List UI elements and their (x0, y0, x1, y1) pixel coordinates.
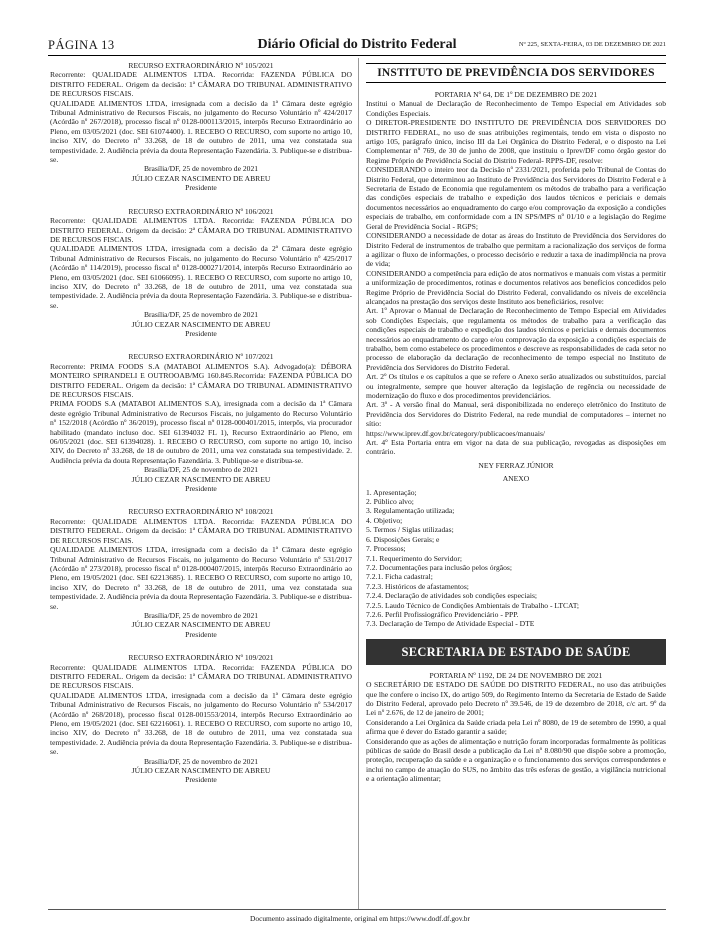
recurso-paragraph: Recorrente: QUALIDADE ALIMENTOS LTDA. Recorrida: FAZENDA PÚBLICA DO DISTRITO FEDERAL. Origem da decisão: 2ª CÂMARA DO TRIBUNAL ADMINISTRATIVO DE RECURSOS FISCAIS. (50, 216, 352, 244)
annex-item: 7.2.6. Perfil Profissiográfico Previdenciário - PPP. (366, 609, 519, 619)
portaria-paragraph: Institui o Manual de Declaração de Reconhecimento de Tempo Especial em Atividades sob Condições Especiais. (366, 99, 666, 118)
signer-role: Presidente (185, 328, 217, 338)
signer-role: Presidente (185, 183, 217, 193)
annex-item: 4. Objetivo; (366, 515, 403, 525)
signer-role: Presidente (185, 629, 217, 639)
portaria-title: PORTARIA Nº 1192, DE 24 DE NOVEMBRO DE 2021 (429, 670, 603, 680)
annex-item: 7.2.3. Históricos de afastamentos; (366, 581, 469, 591)
page-number: PÁGINA 13 (48, 38, 115, 52)
footer-rule (48, 909, 666, 910)
annex-item: 2. Público alvo; (366, 497, 414, 507)
signature-date: Brasília/DF, 25 de novembro de 2021 (143, 610, 259, 620)
manual-url: https://www.iprev.df.gov.br/category/publicacoes/manuais/ (366, 428, 546, 438)
recurso-paragraph: QUALIDADE ALIMENTOS LTDA, irresignada com a decisão da 1ª Câmara deste egrégio Tribunal Administrativo de Recursos Fiscais, no julgamento do Recurso Voluntário nº 424/2017 (Acórdão nº 267/2018), processo fiscal nº 0128-000113/2015, interpôs Recurso Extraordinário ao Pleno, em 03/05/2021 (doc. SEI 61074400). 1. RECEBO O RECURSO, com suporte no artigo 10, inciso XIV, do Decreto nº 33.268, de 18 de outubro de 2011, uma vez constatada sua tempestividade. 2. Audiência prévia da douta Representação Fazendária. 3. Publique-se e distribua-se. (50, 98, 352, 165)
signer-name: JÚLIO CEZAR NASCIMENTO DE ABREU (131, 620, 271, 630)
signer-name: JÚLIO CEZAR NASCIMENTO DE ABREU (131, 766, 271, 776)
journal-title: Diário Oficial do Distrito Federal (257, 37, 457, 52)
header-rule (48, 55, 666, 56)
signature-date: Brasília/DF, 25 de novembro de 2021 (143, 164, 259, 174)
footer-text: Documento assinado digitalmente, original em https://www.dodf.df.gov.br (250, 914, 470, 923)
left-column (50, 61, 352, 785)
annex-item: 7.2.4. Declaração de atividades sob condições especiais; (366, 591, 538, 601)
portaria-paragraph: Considerando a Lei Orgânica da Saúde criada pela Lei nº 8080, de 19 de setembro de 1990, a qual afirma que é dever do Estado garantir a saúde; (366, 717, 666, 737)
recurso-paragraph: Recorrente: QUALIDADE ALIMENTOS LTDA. Recorrida: FAZENDA PÚBLICA DO DISTRITO FEDERAL. Origem da decisão: 1ª CÂMARA DO TRIBUNAL ADMINISTRATIVO DE RECURSOS FISCAIS. (50, 70, 352, 99)
signer-name: JÚLIO CEZAR NASCIMENTO DE ABREU (131, 474, 271, 484)
portaria-paragraph: Considerando que as ações de alimentação e nutrição foram incorporadas formalmente às políticas públicas de saúde do Brasil desde a publicação da Lei nº 8.080/90 que dispõe sobre a promoção, proteção, recuperação da saúde e a organização e o funcionamento dos serviços correspondentes e inclui no campo de atuação do SUS, no âmbito das três esferas de gestão, a vigilância nutricional e a orientação alimentar; (366, 736, 666, 784)
annex-item: 7.1. Requerimento do Servidor; (366, 553, 462, 563)
portaria-paragraph: Art. 2º Os títulos e os capítulos a que se refere o Anexo serão atualizados ou substituídos, parcial ou integralmente, sempre que houver alteração da legislação de regência ou necessidade de modernização do fluxo e dos procedimentos previdenciários. (366, 372, 666, 400)
recurso-paragraph: QUALIDADE ALIMENTOS LTDA, irresignada com a decisão da 1ª Câmara deste egrégio Tribunal Administrativo de Recursos Fiscais, no julgamento do Recurso Voluntário nº 534/2017 (Acórdão nº 268/2018), processo fiscal 0128-001553/2014, interpôs Recurso Extraordinário ao Pleno, em 19/05/2021 (doc. SEI 62216061). 1. RECEBO O RECURSO, com suporte no artigo 10, inciso XIV, do Decreto nº 33.268, de 18 de outubro de 2011, uma vez constatada sua tempestividade. 2. Audiência prévia da douta Representação Fazendária. 3. Publique-se e distribua-se. (50, 690, 352, 757)
portaria-body (366, 680, 666, 783)
recurso-title: RECURSO EXTRAORDINÁRIO Nº 107/2021 (128, 352, 274, 362)
recurso-paragraph: Recorrente: PRIMA FOODS S.A (MATABOI ALIMENTOS S.A). Advogado(a): DÉBORA MONTEIRO SPIRANDELI E OUTROOAB/MG 160.845.Recorrida: FAZENDA PÚBLICA DO DISTRITO FEDERAL. Origem da decisão: 1ª CÂMARA DO TRIBUNAL ADMINISTRATIVO DE RECURSOS FISCAIS. (50, 361, 352, 399)
portaria-paragraph: CONSIDERANDO a competência para edição de atos normativos e manuais com vistas a permitir a uniformização de procedimentos, rotinas e documentos relativos aos benefícios concedidos pelo Regime Próprio de Previdência Social do Distrito Federal, convalidando os níveis de excelência alcançados na prestação dos serviços deste Instituto aos beneficiários, resolve: (366, 268, 666, 306)
annex-item: 7. Processos; (366, 544, 406, 554)
section-rule (366, 82, 666, 83)
signer-name: JÚLIO CEZAR NASCIMENTO DE ABREU (131, 173, 271, 183)
right-column (366, 61, 666, 784)
signature-date: Brasília/DF, 25 de novembro de 2021 (143, 756, 259, 766)
signer-name: NEY FERRAZ JÚNIOR (478, 460, 554, 470)
recurso-title: RECURSO EXTRAORDINÁRIO Nº 108/2021 (128, 507, 274, 517)
annex-item: 6. Disposições Gerais; e (366, 534, 440, 544)
recurso-paragraph: QUALIDADE ALIMENTOS LTDA, irresignada com a decisão da 1ª Câmara deste egrégio Tribunal Administrativo de Recursos Fiscais, no julgamento do Recurso Voluntário nº 531/2017 (Acórdão nº 273/2018), processo fiscal nº 0128-000407/2015, interpôs Recurso Extraordinário ao Pleno, em 19/05/2021 (doc. SEI 62213685). 1. RECEBO O RECURSO, com suporte no artigo 10, inciso XIV, do Decreto nº 33.268, de 18 de outubro de 2011, uma vez constatada sua tempestividade. 2. Audiência prévia da douta Representação Fazendária. 3. Publique-se e distribua-se. (50, 545, 352, 611)
article-4: Art. 4º Esta Portaria entra em vigor na data de sua publicação, revogadas as disposições em contrário. (366, 438, 666, 457)
signer-role: Presidente (185, 484, 217, 494)
portaria-title: PORTARIA Nº 64, DE 1º DE DEZEMBRO DE 2021 (434, 90, 598, 99)
signer-role: Presidente (185, 775, 217, 785)
section-title-iprev: INSTITUTO DE PREVIDÊNCIA DOS SERVIDORES (377, 67, 655, 79)
column-divider (358, 58, 359, 910)
portaria-paragraph: CONSIDERANDO o inteiro teor da Decisão nº 2331/2021, proferida pelo Tribunal de Contas do Distrito Federal, que determinou ao Instituto de Previdência dos Servidores do Distrito Federal e à Secretaria de Estado de Economia que regulamentem os métodos de trabalho para a verificação das condições especiais de trabalho e expedição dos laudos técnicos e periciais e demais documentos necessários ao enquadramento do cargo e/ou comprovação da exposição a condições especiais de trabalho, em conformidade com a IN SPS/MPS nº 01/10 e a legislação do Regime Geral de Previdência Social - RGPS; (366, 165, 666, 231)
annex-item: 5. Termos / Siglas utilizadas; (366, 525, 454, 535)
recurso-paragraph: Recorrente: QUALIDADE ALIMENTOS LTDA. Recorrida: FAZENDA PÚBLICA DO DISTRITO FEDERAL. Origem da decisão: 1ª CÂMARA DO TRIBUNAL ADMINISTRATIVO DE RECURSOS FISCAIS. (50, 516, 352, 545)
annex-item: 7.2.1. Ficha cadastral; (366, 572, 433, 582)
signer-name: JÚLIO CEZAR NASCIMENTO DE ABREU (131, 319, 271, 329)
article-3: Art. 3º - A versão final do Manual, será disponibilizada no endereço eletrônico do Instituto de Previdência dos Servidores do Distrito Federal, na rede mundial de computadores – internet no sítio: (366, 400, 666, 429)
recurso-title: RECURSO EXTRAORDINÁRIO Nº 109/2021 (128, 653, 274, 663)
annex-item: 7.2. Documentações para inclusão pelos órgãos; (366, 562, 512, 572)
recurso-title: RECURSO EXTRAORDINÁRIO Nº 105/2021 (128, 61, 274, 70)
annex-item: 3. Regulamentação utilizada; (366, 506, 455, 516)
annex-item: 7.3. Declaração de Tempo de Atividade Especial - DTE (366, 619, 535, 629)
portaria-paragraph: O SECRETÁRIO DE ESTADO DE SAÚDE DO DISTRITO FEDERAL, no uso das atribuições que lhe confere o inciso IX, do artigo 509, do Regimento Interno da Secretaria de Estado de Saúde do Distrito Federal, aprovado pelo Decreto nº 39.546, de 19 de dezembro de 2018, c/c art. 9º da Lei nº 2.676, de 12 de janeiro de 2001; (366, 680, 666, 718)
annex-list (366, 488, 666, 629)
recurso-paragraph: QUALIDADE ALIMENTOS LTDA, irresignada com a decisão da 2ª Câmara deste egrégio Tribunal Administrativo de Recursos Fiscais, no julgamento do Recurso Voluntário nº 425/2017 (Acórdão nº 114/2019), processo fiscal nº 0128-000271/2014, interpôs Recurso Extraordinário ao Pleno, em 03/05/2021 (doc. SEI 61066095). 1. RECEBO O RECURSO, com suporte no artigo 10, inciso XIV, do Decreto nº 33.268, de 18 de outubro de 2011, uma vez constatada sua tempestividade. 2. Audiência prévia da douta Representação Fazendária. 3. Publique-se e distribua-se. (50, 244, 352, 310)
portaria-paragraph: O DIRETOR-PRESIDENTE DO INSTITUTO DE PREVIDÊNCIA DOS SERVIDORES DO DISTRITO FEDERAL, no uso de suas atribuições regimentais, tendo em vista o disposto no artigo 105, parágrafo único, inciso III da Lei Orgânica do Distrito Federal, e o disposto na Lei Complementar nº 769, de 30 de junho de 2008, que instituiu o Iprev/DF como órgão gestor do Regime Próprio de Previdência Social do Distrito Federal- RPPS-DF, resolve: (366, 118, 666, 165)
recurso-title: RECURSO EXTRAORDINÁRIO Nº 106/2021 (128, 206, 274, 216)
page-header (48, 38, 666, 54)
recurso-paragraph: Recorrente: QUALIDADE ALIMENTOS LTDA. Recorrida: FAZENDA PÚBLICA DO DISTRITO FEDERAL. Origem da decisão: 1ª CÂMARA DO TRIBUNAL ADMINISTRATIVO DE RECURSOS FISCAIS. (50, 662, 352, 691)
portaria-paragraph: CONSIDERANDO a necessidade de dotar as áreas do Instituto de Previdência dos Servidores do Distrito Federal de instrumentos de trabalho que permitam a racionalização dos serviços de forma a agilizar o fluxo de informações, o processo decisório e reduzir a taxa de inadimplência na prova de vida; (366, 231, 666, 269)
signature-date: Brasília/DF, 25 de novembro de 2021 (143, 465, 259, 475)
annex-title: ANEXO (502, 474, 530, 484)
portaria-paragraph: Art. 1º Aprovar o Manual de Declaração de Reconhecimento de Tempo Especial em Atividades sob Condições Especiais, que regulamenta os métodos de trabalho para a verificação das condições especiais de trabalho e expedição dos laudos técnicos e periciais e demais documentos necessários ao enquadramento do cargo e/ou comprovação da exposição a condições especiais de trabalho, bem como estabelece os procedimentos e descreve as responsabilidades de cada setor no processo de elaboração da declaração de reconhecimento de tempo especial no Instituto de Previdência dos Servidores do Distrito Federal. (366, 306, 666, 372)
signature-date: Brasília/DF, 25 de novembro de 2021 (143, 310, 259, 320)
issue-info: Nº 225, SEXTA-FEIRA, 03 DE DEZEMBRO DE 2021 (518, 41, 666, 48)
portaria-body (366, 99, 666, 400)
section-rule (366, 63, 666, 64)
recurso-paragraph: PRIMA FOODS S.A (MATABOI ALIMENTOS S.A), irresignada com a decisão da 1ª Câmara deste egrégio Tribunal Administrativo de Recursos Fiscais, no julgamento do Recurso Voluntário nº 152/2018 (Acórdão nº 36/2019), processo fiscal nº 0128-000401/2015, interpôs, via procurador habilitado (mandato incluso doc. SEI 61394032 FL 1), Recurso Extraordinário ao Pleno, em 06/05/2021 (doc. SEI 61394028). 1. RECEBO O RECURSO, com suporte no artigo 10, inciso XIV, do Decreto nº 33.268, de 18 de outubro de 2011, uma vez constatada sua tempestividade. 2. Audiência prévia da douta Representação Fazendária. 3. Publique-se e distribua-se. (50, 399, 352, 465)
section-banner-saude: SECRETARIA DE ESTADO DE SAÚDE (366, 639, 666, 665)
annex-item: 7.2.5. Laudo Técnico de Condições Ambientais de Trabalho - LTCAT; (366, 600, 580, 610)
annex-item: 1. Apresentação; (366, 487, 417, 497)
